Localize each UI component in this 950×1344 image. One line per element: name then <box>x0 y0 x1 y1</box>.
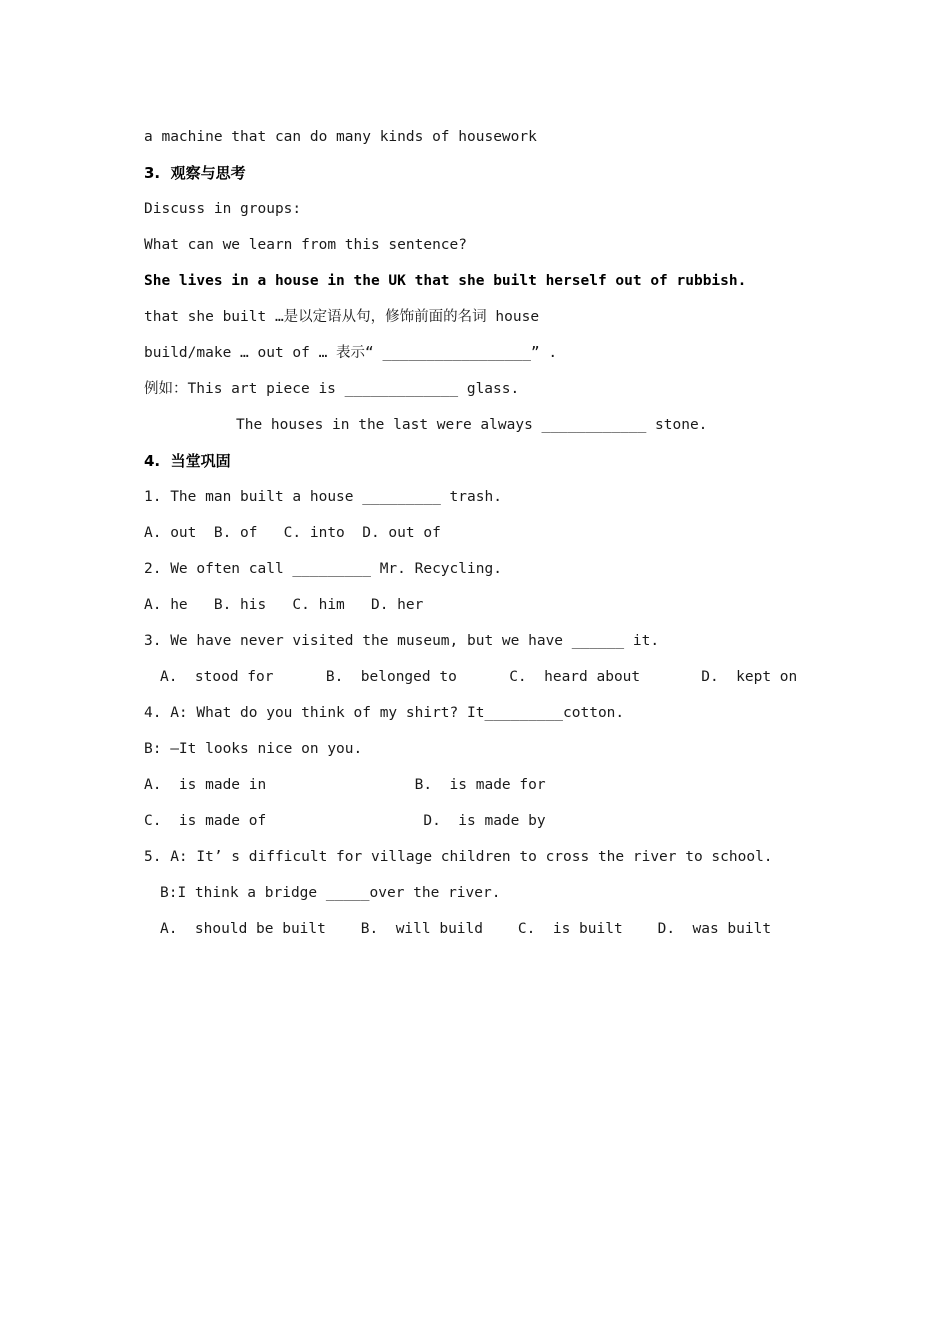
question: 2. We often call _________ Mr. Recycling. <box>144 561 502 577</box>
text-line: B: —It looks nice on you. <box>144 741 363 757</box>
options: A. out B. of C. into D. out of <box>144 525 441 541</box>
text-line: 例如：This art piece is _____________ glass. <box>144 381 520 397</box>
text-line: The houses in the last were always ____________ stone. <box>236 417 708 433</box>
section-heading: 4. 当堂巩固 <box>144 452 231 470</box>
question: 5. A: It’ s difficult for village children to cross the river to school. <box>144 849 773 865</box>
question: 4. A: What do you think of my shirt? It_________cotton. <box>144 705 625 721</box>
options: A. he B. his C. him D. her <box>144 597 424 613</box>
text-line: build/make … out of … 表示“ _________________” . <box>144 345 558 361</box>
section-heading: 3. 观察与思考 <box>144 164 246 182</box>
text-line: a machine that can do many kinds of housework <box>144 129 537 145</box>
options: A. should be built B. will build C. is built D. was built <box>160 921 772 937</box>
options: A. is made in B. is made for <box>144 777 546 793</box>
example-sentence: She lives in a house in the UK that she built herself out of rubbish. <box>144 273 747 289</box>
options: C. is made of D. is made by <box>144 813 546 829</box>
question: 3. We have never visited the museum, but we have ______ it. <box>144 633 660 649</box>
text-line: Discuss in groups: <box>144 201 302 217</box>
text-line: What can we learn from this sentence? <box>144 237 468 253</box>
question: 1. The man built a house _________ trash. <box>144 489 502 505</box>
text-line: that she built …是以定语从句，修饰前面的名词 house <box>144 309 540 325</box>
text-line: B:I think a bridge _____over the river. <box>160 885 501 901</box>
options: A. stood for B. belonged to C. heard about D. kept on <box>160 669 798 685</box>
